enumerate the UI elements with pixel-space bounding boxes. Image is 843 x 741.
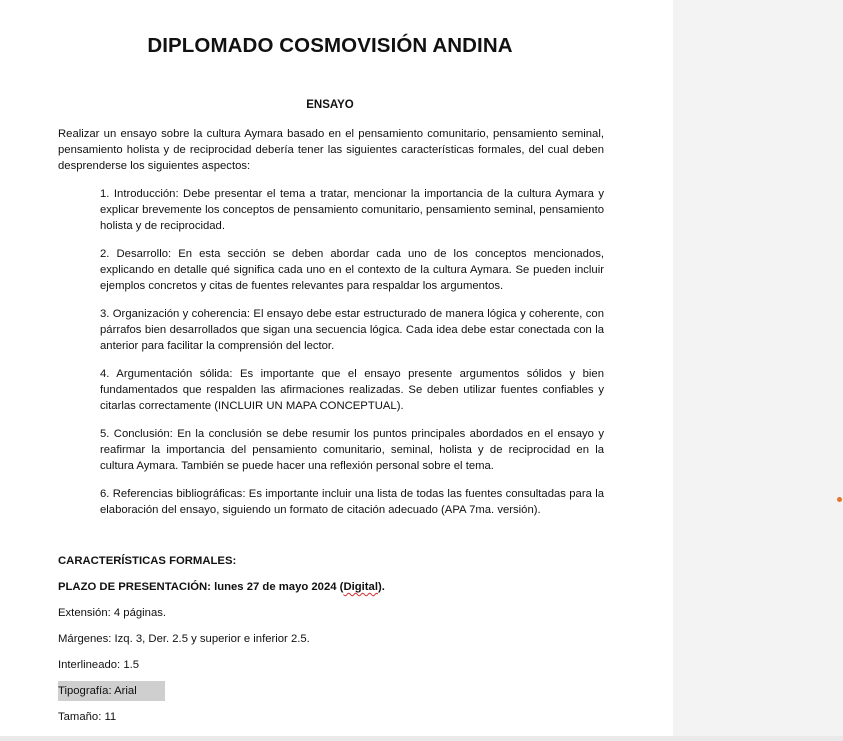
list-item-conclusion: 5. Conclusión: En la conclusión se debe resumir los puntos principales abordados en el ensayo y reafirmar la importancia del pensamiento comunitario, seminal, holista y de reciprocidad en la cultura Aymara. También se puede hacer una reflexión personal sobre el tema. — [100, 428, 604, 472]
spec-spacing: Interlineado: 1.5 — [58, 659, 140, 671]
deadline-line — [58, 579, 618, 605]
page-gap-strip — [0, 736, 843, 741]
spec-size: Tamaño: 11 — [58, 711, 117, 723]
intro-paragraph: Realizar un ensayo sobre la cultura Aymara basado en el pensamiento comunitario, pensamiento seminal, pensamiento holista y de reciprocidad debería tener las siguientes características formales, del cual deben desprenderse los siguientes aspectos: — [58, 128, 604, 172]
deadline-prefix: PLAZO DE PRESENTACIÓN: lunes 27 de mayo 2024 ( — [58, 581, 344, 593]
cursor-marker-icon — [837, 497, 842, 502]
list-item-desarrollo: 2. Desarrollo: En esta sección se deben abordar cada uno de los conceptos mencionados, explicando en detalle qué significa cada uno en el contexto de la cultura Aymara. Se pueden incluir ejemplos concretos y citas de fuentes relevantes para respaldar los argumentos. — [100, 248, 604, 292]
formal-characteristics — [58, 553, 618, 735]
list-item-introduccion: 1. Introducción: Debe presentar el tema a tratar, mencionar la importancia de la cultura Aymara y explicar brevemente los conceptos de pensamiento comunitario, pensamiento seminal, pensamiento holista y de reciprocidad. — [100, 188, 604, 232]
spelling-flagged-word[interactable]: Digital — [343, 581, 378, 593]
spec-typeface-selected[interactable]: Tipografía: Arial — [58, 681, 165, 701]
deadline-suffix: ). — [377, 581, 385, 593]
list-item-organizacion: 3. Organización y coherencia: El ensayo debe estar estructurado de manera lógica y coherente, con párrafos bien desarrollados que sigan una secuencia lógica. Cada idea debe estar conectada con la anterior para facilitar la comprensión del lector. — [100, 308, 604, 352]
essay-aspects-list — [100, 186, 604, 530]
spec-extension: Extensión: 4 páginas. — [58, 607, 167, 619]
spec-margins: Márgenes: Izq. 3, Der. 2.5 y superior e inferior 2.5. — [58, 633, 310, 645]
list-item-referencias: 6. Referencias bibliográficas: Es importante incluir una lista de todas las fuentes consultadas para la elaboración del ensayo, siguiendo un formato de citación adecuado (APA 7ma. versión). — [100, 488, 604, 516]
section-title: ENSAYO — [306, 99, 354, 111]
formal-heading: CARACTERÍSTICAS FORMALES: — [58, 555, 237, 567]
list-item-argumentacion: 4. Argumentación sólida: Es importante que el ensayo presente argumentos sólidos y bien fundamentados que respalden las afirmaciones realizadas. Se deben utilizar fuentes confiables y citarlas correctamente (INCLUIR UN MAPA CONCEPTUAL). — [100, 368, 604, 412]
spec-typeface-line — [58, 683, 618, 709]
document-title: DIPLOMADO COSMOVISIÓN ANDINA — [147, 34, 513, 57]
